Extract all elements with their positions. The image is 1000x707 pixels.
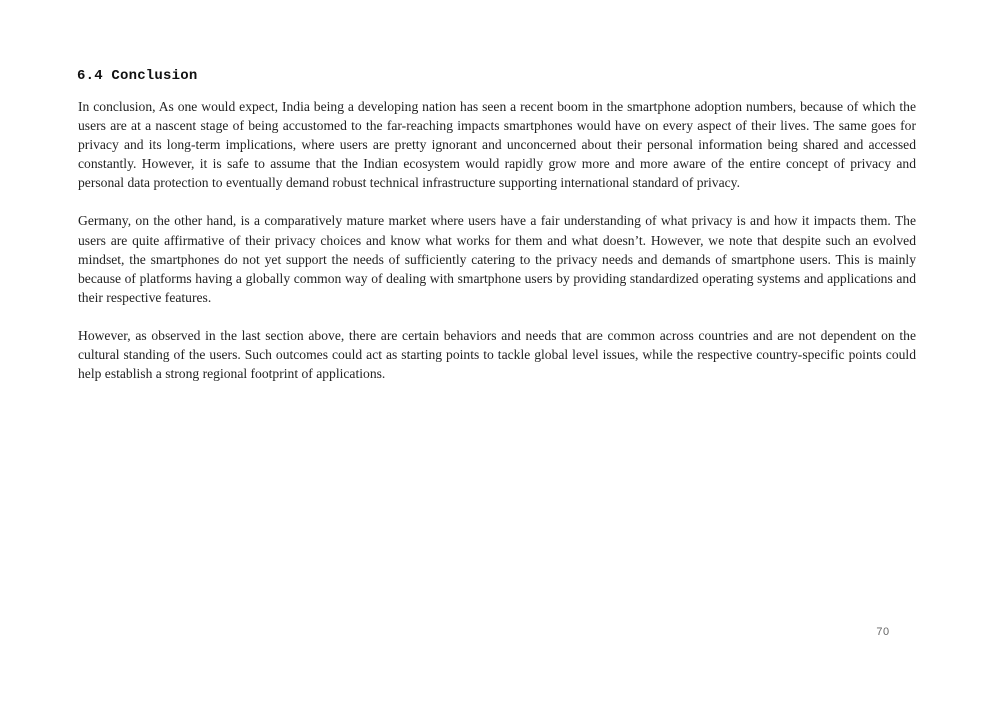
page-number: 70: [876, 626, 890, 638]
paragraph-common-behaviors: However, as observed in the last section above, there are certain behaviors and needs that are common across countries and are not dependent on the cultural standing of the users. Such outcomes could act as starting points to tackle global level issues, while the respective country-specific points could help establish a strong regional footprint of applications.: [78, 327, 916, 382]
section-heading: 6.4 Conclusion: [77, 68, 198, 84]
paragraph-germany: Germany, on the other hand, is a comparatively mature market where users have a fair understanding of what privacy is and how it impacts them. The users are quite affirmative of their privacy choices and know what works for them and what doesn’t. However, we note that despite such an evolved mindset, the smartphones do not yet support the needs of sufficiently catering to the privacy needs and demands of smartphone users. This is mainly because of platforms having a globally common way of dealing with smartphone users by providing standardized operating systems and applications and their respective features.: [78, 213, 916, 305]
section-body: [78, 97, 916, 402]
paragraph-india: In conclusion, As one would expect, India being a developing nation has seen a recent boom in the smartphone adoption numbers, because of which the users are at a nascent stage of being accustomed to the far-reaching impacts smartphones would have on every aspect of their lives. The same goes for privacy and its long-term implications, where users are pretty ignorant and unconcerned about their personal information being shared and accessed constantly. However, it is safe to assume that the Indian ecosystem would rapidly grow more and more aware of the entire concept of privacy and personal data protection to eventually demand robust technical infrastructure supporting international standard of privacy.: [78, 99, 916, 191]
